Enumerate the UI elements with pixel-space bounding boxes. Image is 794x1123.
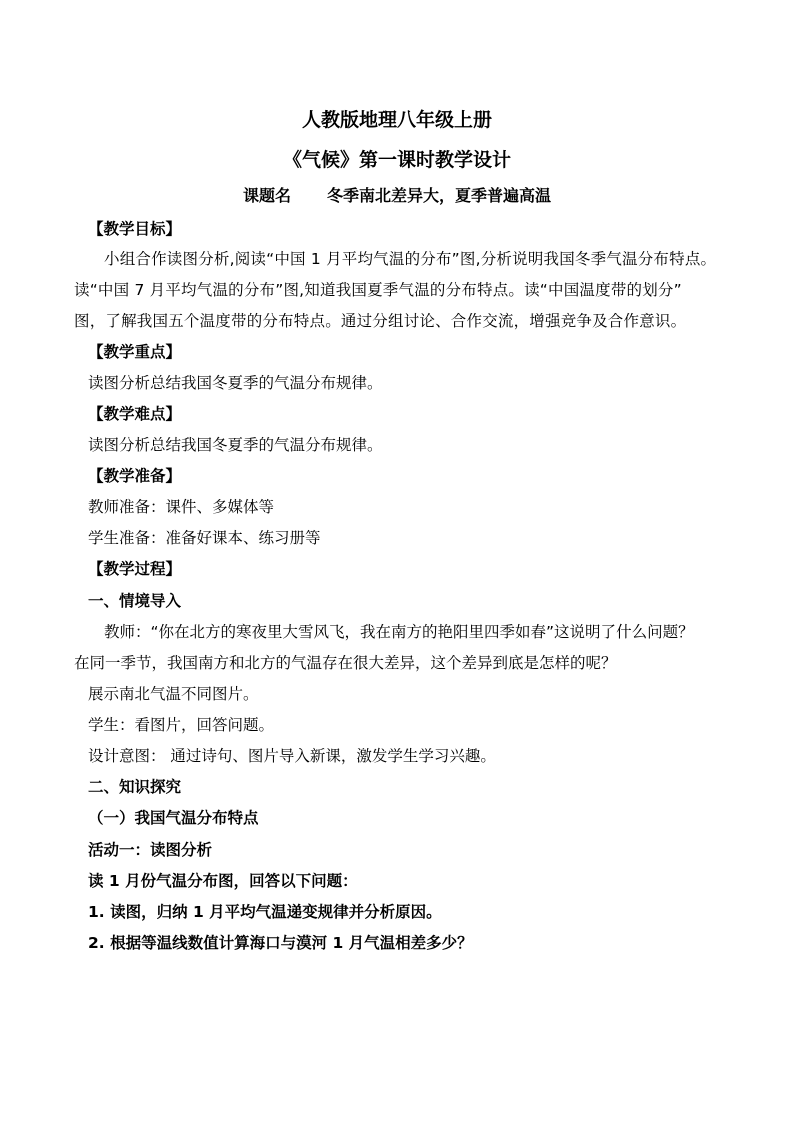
document-subtitle: 《气候》第一课时教学设计 [282,149,511,171]
topic-title: 冬季南北差异大，夏季普遍高温 [327,186,552,205]
show-pictures: 展示南北气温不同图片。 [88,685,259,703]
part1-heading: 一、情境导入 [88,592,182,610]
activity-instruction: 读 1 月份气温分布图，回答以下问题： [88,872,358,890]
design-intent: 设计意图： 通过诗句、图片导入新课，激发学生学习兴趣。 [88,747,496,765]
teacher-preparation: 教师准备：课件、多媒体等 [88,498,275,516]
part2-heading: 二、知识探究 [88,778,182,796]
document-title: 人教版地理八年级上册 [301,109,492,131]
goals-heading: 【教学目标】 [88,220,182,238]
teacher-prompt-line-1: 教师：“你在北方的寒夜里大雪风飞，我在南方的艳阳里四季如春”这说明了什么问题？ [104,623,694,641]
preparation-heading: 【教学准备】 [88,467,182,485]
student-preparation: 学生准备：准备好课本、练习册等 [88,529,321,547]
goals-line-2: 读“中国 7 月平均气温的分布”图,知道我国夏季气温的分布特点。读“中国温度带的划分” [74,281,682,299]
difficulties-heading: 【教学难点】 [88,405,182,423]
student-response: 学生：看图片，回答问题。 [88,716,275,734]
topic-label: 课题名 [242,186,291,205]
key-points-heading: 【教学重点】 [88,343,182,361]
teacher-prompt-line-2: 在同一季节，我国南方和北方的气温存在很大差异，这个差异到底是怎样的呢？ [74,654,617,672]
part2-subheading: （一）我国气温分布特点 [88,809,259,827]
goals-line-1: 小组合作读图分析,阅读“中国 1 月平均气温的分布”图,分析说明我国冬季气温分布特点。 [104,250,717,268]
difficulties-text: 读图分析总结我国冬夏季的气温分布规律。 [88,436,383,454]
topic-line [0,186,794,206]
goals-line-3: 图，了解我国五个温度带的分布特点。通过分组讨论、合作交流，增强竞争及合作意识。 [74,312,687,330]
activity-heading: 活动一：读图分析 [88,841,213,859]
key-points-text: 读图分析总结我国冬夏季的气温分布规律。 [88,374,383,392]
question-2: 2. 根据等温线数值计算海口与漠河 1 月气温相差多少？ [88,934,473,952]
question-1: 1. 读图，归纳 1 月平均气温递变规律并分析原因。 [88,903,442,921]
process-heading: 【教学过程】 [88,560,182,578]
